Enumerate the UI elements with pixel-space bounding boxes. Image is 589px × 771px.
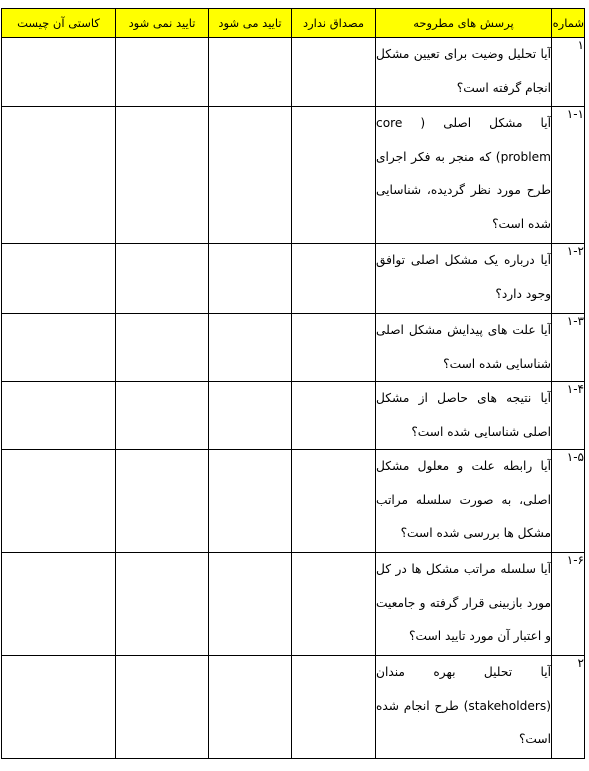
not-confirmed-cell[interactable] (116, 382, 209, 450)
not-confirmed-cell[interactable] (116, 107, 209, 244)
confirmed-cell[interactable] (209, 107, 292, 244)
shortcoming-cell[interactable] (2, 553, 116, 656)
shortcoming-cell[interactable] (2, 244, 116, 314)
not-confirmed-cell[interactable] (116, 450, 209, 553)
row-number: ۱-۴ (552, 382, 585, 450)
question-text: آیا علت های پیدایش مشکل اصلی شناسایی شده است؟ (376, 314, 552, 382)
shortcoming-cell[interactable] (2, 656, 116, 759)
not-applicable-cell[interactable] (292, 553, 376, 656)
table-row (2, 38, 585, 107)
confirmed-cell[interactable] (209, 450, 292, 553)
header-not-confirmed: تایید نمی شود (116, 9, 209, 38)
shortcoming-cell[interactable] (2, 382, 116, 450)
question-text: آیا سلسله مراتب مشکل ها در کل مورد بازبینی قرار گرفته و جامعیت و اعتبار آن مورد تایید است؟ (376, 553, 552, 656)
header-shortcoming: کاستی آن چیست (2, 9, 116, 38)
header-confirmed: تایید می شود (209, 9, 292, 38)
not-applicable-cell[interactable] (292, 450, 376, 553)
table-row (2, 244, 585, 314)
not-confirmed-cell[interactable] (116, 244, 209, 314)
not-applicable-cell[interactable] (292, 244, 376, 314)
not-confirmed-cell[interactable] (116, 656, 209, 759)
not-applicable-cell[interactable] (292, 107, 376, 244)
table-row (2, 450, 585, 553)
confirmed-cell[interactable] (209, 314, 292, 382)
shortcoming-cell[interactable] (2, 107, 116, 244)
shortcoming-cell[interactable] (2, 314, 116, 382)
row-number: ۱-۵ (552, 450, 585, 553)
confirmed-cell[interactable] (209, 38, 292, 107)
not-confirmed-cell[interactable] (116, 553, 209, 656)
header-not-applicable: مصداق ندارد (292, 9, 376, 38)
question-text: آیا درباره یک مشکل اصلی توافق وجود دارد؟ (376, 244, 552, 314)
not-applicable-cell[interactable] (292, 656, 376, 759)
confirmed-cell[interactable] (209, 244, 292, 314)
confirmed-cell[interactable] (209, 382, 292, 450)
checklist-table (1, 8, 585, 759)
table-row (2, 107, 585, 244)
question-text: آیا تحلیل وضیت برای تعیین مشکل انجام گرفته است؟ (376, 38, 552, 107)
not-applicable-cell[interactable] (292, 382, 376, 450)
shortcoming-cell[interactable] (2, 450, 116, 553)
table-row (2, 553, 585, 656)
row-number: ۱-۳ (552, 314, 585, 382)
confirmed-cell[interactable] (209, 553, 292, 656)
not-applicable-cell[interactable] (292, 314, 376, 382)
header-row (2, 9, 585, 38)
table-row (2, 382, 585, 450)
row-number: ۱-۶ (552, 553, 585, 656)
not-applicable-cell[interactable] (292, 38, 376, 107)
question-text: آیا نتیجه های حاصل از مشکل اصلی شناسایی شده است؟ (376, 382, 552, 450)
row-number: ۱-۲ (552, 244, 585, 314)
question-text: آیا رابطه علت و معلول مشکل اصلی، به صورت سلسله مراتب مشکل ها بررسی شده است؟ (376, 450, 552, 553)
row-number: ۱-۱ (552, 107, 585, 244)
row-number: ۱ (552, 38, 585, 107)
question-text: آیا مشکل اصلی ( core problem) که منجر به فکر اجرای طرح مورد نظر گردیده، شناسایی شده است؟ (376, 107, 552, 244)
confirmed-cell[interactable] (209, 656, 292, 759)
table-row (2, 314, 585, 382)
table-row (2, 656, 585, 759)
not-confirmed-cell[interactable] (116, 38, 209, 107)
not-confirmed-cell[interactable] (116, 314, 209, 382)
question-text: آیا تحلیل بهره مندان (stakeholders) طرح انجام شده است؟ (376, 656, 552, 759)
row-number: ۲ (552, 656, 585, 759)
header-number: شماره (552, 9, 585, 38)
shortcoming-cell[interactable] (2, 38, 116, 107)
header-question: پرسش های مطروحه (376, 9, 552, 38)
